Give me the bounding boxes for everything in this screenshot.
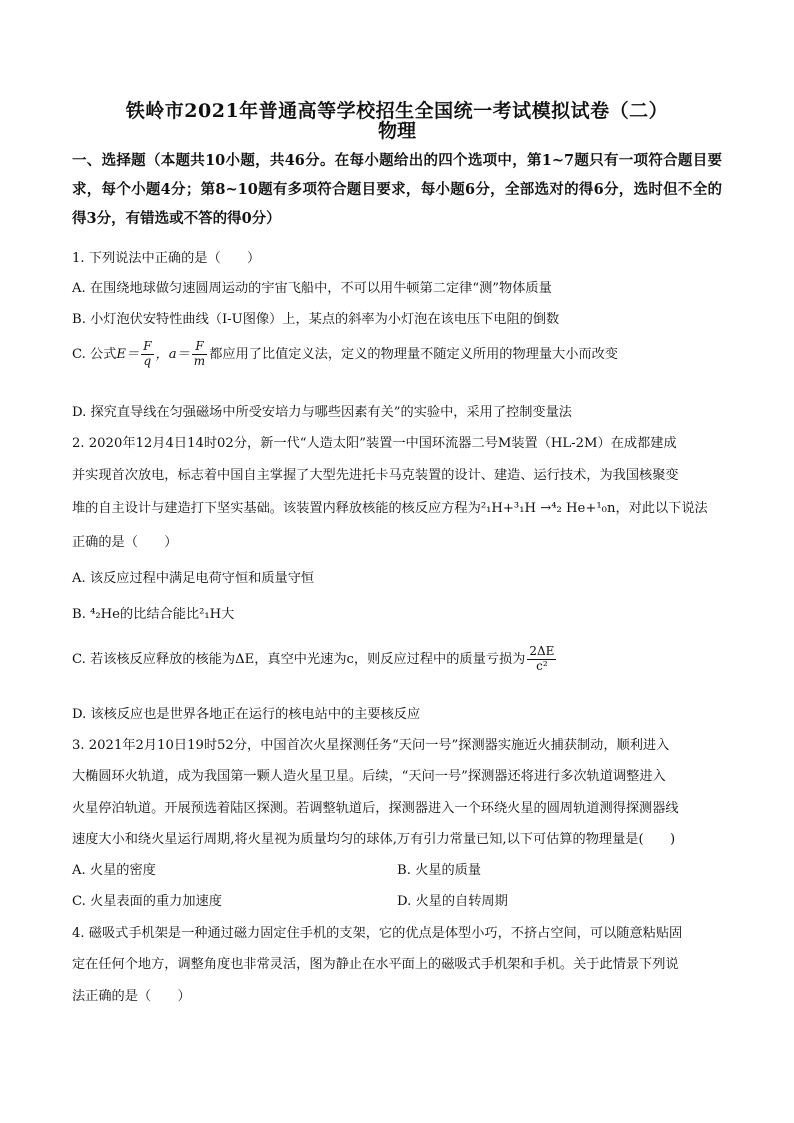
option-c-prefix: C. 公式	[72, 346, 117, 362]
question-1-option-c	[72, 340, 722, 369]
fraction-denominator: m	[193, 353, 206, 368]
formula-a-label: ，a＝	[155, 346, 190, 362]
question-3-line-4: 速度大小和绕火星运行周期,将火星视为质量均匀的球体,万有引力常量已知,以下可估算的物理量是( )	[72, 832, 676, 847]
fraction-numerator: 2ΔE	[529, 644, 555, 658]
question-2-line-1: 2. 2020年12月4日14时02分，新一代“人造太阳”装置一中国环流器二号M装置（HL-2M）在成都建成	[72, 436, 677, 451]
option-c-suffix: 都应用了比值定义法，定义的物理量不随定义所用的物理量大小而改变	[209, 346, 618, 362]
subject-title: 物理	[377, 120, 416, 142]
fraction-numerator: F	[143, 339, 152, 353]
question-3-option-a: A. 火星的密度	[72, 863, 156, 878]
fraction-numerator: F	[192, 340, 207, 355]
question-1-option-b: B. 小灯泡伏安特性曲线（I-U图像）上，某点的斜率为小灯泡在该电压下电阻的倒数	[72, 312, 560, 327]
question-3-line-1: 3. 2021年2月10日19时52分，中国首次火星探测任务“天问一号”探测器实施近火捕获制动，顺利进入	[72, 738, 670, 753]
question-2-option-d: D. 该核反应也是世界各地正在运行的核电站中的主要核反应	[72, 707, 421, 722]
question-2-option-c	[72, 645, 722, 674]
option-b-mid: 的比结合能比	[119, 607, 200, 622]
helium-nuclide: ⁴₂He	[90, 607, 120, 622]
exam-title: 铁岭市2021年普通高等学校招生全国统一考试模拟试卷（二）	[125, 100, 669, 122]
question-2-line-2: 并实现首次放电，标志着中国自主掌握了大型先进托卡马克装置的设计、建造、运行技术，为我国核聚变	[72, 468, 679, 483]
option-c-text: C. 若该核反应释放的核能为ΔE，真空中光速为c，则反应过程中的质量亏损为	[72, 651, 526, 667]
question-2-option-b	[72, 603, 722, 622]
question-2-line-3	[72, 497, 722, 516]
fraction-mass-defect	[527, 645, 556, 674]
option-b-suffix: 大	[221, 607, 235, 622]
question-3-line-2: 大椭圆环火轨道，成为我国第一颗人造火星卫星。后续，“天问一号”探测器还将进行多次轨道调整进入	[72, 769, 666, 784]
option-b-prefix: B.	[72, 607, 91, 622]
question-4-line-3: 法正确的是（ ）	[72, 989, 191, 1004]
question-2-line-4: 正确的是（ ）	[72, 535, 178, 550]
fraction-f-over-q	[141, 340, 153, 369]
question-3-option-c: C. 火星表面的重力加速度	[72, 894, 222, 909]
question-3-line-3: 火星停泊轨道。开展预选着陆区探测。若调整轨道后，探测器进入一个环绕火星的圆周轨道测得探测器线	[72, 801, 679, 816]
question-2-line-3-tail: ，对此以下说法	[615, 501, 708, 516]
question-3-option-d: D. 火星的自转周期	[397, 894, 508, 909]
question-2-line-3-text: 堆的自主设计与建造打下坚实基础。该装置内释放核能的核反应方程为	[72, 501, 481, 516]
fraction-f-over-m	[192, 340, 207, 369]
question-4-line-2: 定在任何个地方，调整角度也非常灵活，图为静止在水平面上的磁吸式手机架和手机。关于此情景下列说	[72, 957, 679, 972]
nuclear-equation: ²₁H+³₁H →⁴₂ He+¹₀n	[480, 501, 616, 516]
fraction-denominator: c²	[536, 658, 548, 673]
question-1-option-a: A. 在围绕地球做匀速圆周运动的宇宙飞船中，不可以用牛顿第二定律“测”物体质量	[72, 281, 552, 296]
question-1-stem: 1. 下列说法中正确的是（ ）	[72, 251, 261, 266]
formula-e-label: E＝	[116, 346, 140, 362]
deuterium-nuclide: ²₁H	[199, 607, 222, 622]
section-instructions: 一、选择题（本题共10小题，共46分。在每小题给出的四个选项中，第1~7题只有一项符合题目要求，每个小题4分；第8~10题有多项符合题目要求，每小题6分，全部选对的得6分，选时但不全的得3分，有错选或不答的得0分）	[72, 152, 722, 227]
question-2-option-a: A. 该反应过程中满足电荷守恒和质量守恒	[72, 571, 315, 586]
question-1-option-d: D. 探究直导线在匀强磁场中所受安培力与哪些因素有关”的实验中，采用了控制变量法	[72, 405, 572, 420]
question-3-option-b: B. 火星的质量	[397, 863, 482, 878]
question-4-line-1: 4. 磁吸式手机架是一种通过磁力固定住手机的支架，它的优点是体型小巧，不挤占空间，可以随意粘贴固	[72, 926, 683, 941]
fraction-denominator: q	[143, 353, 152, 368]
